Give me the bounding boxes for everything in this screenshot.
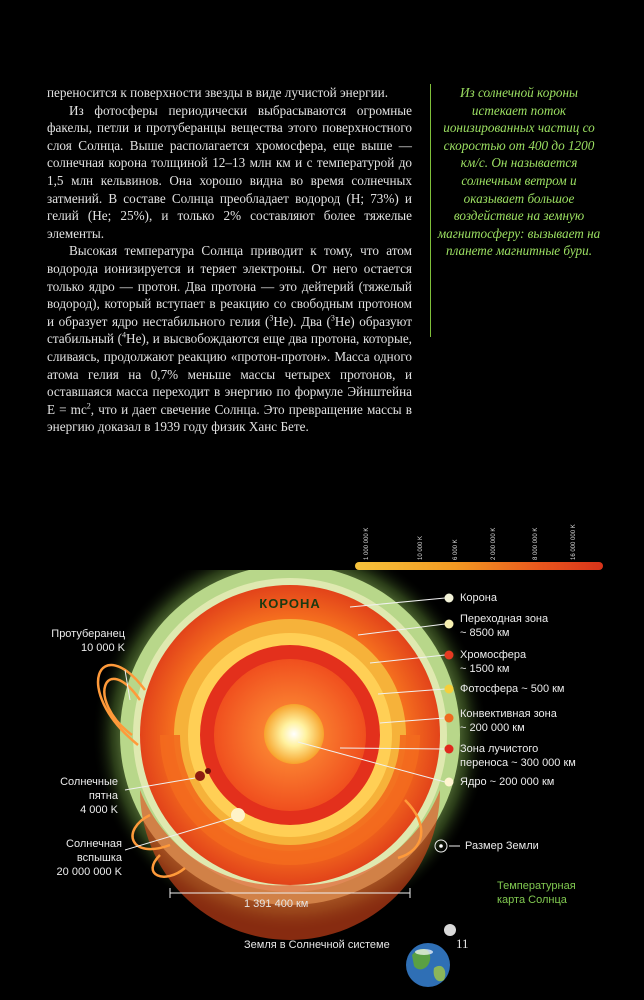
label-prominence: Протуберанец 10 000 K bbox=[51, 628, 125, 654]
main-text-column bbox=[47, 84, 412, 436]
label-chromosphere: Хромосфера ~ 1500 км bbox=[460, 649, 527, 675]
superscript-3a: 3 bbox=[269, 313, 274, 323]
label-convective-zone: Конвективная зона ~ 200 000 км bbox=[460, 708, 557, 734]
superscript-2: 2 bbox=[86, 401, 91, 411]
label-sunspots: Солнечные пятна 4 000 K bbox=[60, 776, 118, 816]
scale-tick-6-label: 16 000 000 K bbox=[571, 524, 577, 560]
sun-sphere bbox=[92, 570, 488, 940]
earth-size-dot bbox=[439, 844, 443, 848]
paragraph-3-part-d: He), и высвобождаются еще два протона, которые, сливаясь, продолжают реакцию «протон-протон». Масса одного атома гелия на 0,7% меньше массы четырех протонов, и оставшаяся масса переходит в энергию по формуле Эйнштейна E = mc bbox=[47, 331, 412, 417]
label-earth-size: Размер Земли bbox=[465, 840, 539, 852]
label-radiative-zone: Зона лучистого переноса ~ 300 000 км bbox=[460, 743, 576, 769]
label-solar-flare: Солнечная вспышка 20 000 000 K bbox=[56, 838, 122, 878]
sidebar-text: Из солнечной короны истекает поток ионизированных частиц со скоростью от 400 до 1200 км/с. Он называется солнечным ветром и оказывает большое воздействие на земную магнитосферу: вызывает на планете магнитные бури. bbox=[437, 85, 601, 259]
scale-tick-1 bbox=[364, 510, 382, 560]
earth-icon bbox=[406, 924, 456, 987]
paragraph-3 bbox=[47, 242, 412, 436]
label-diameter: 1 391 400 км bbox=[244, 898, 309, 910]
superscript-3b: 3 bbox=[330, 313, 335, 323]
scale-tick-5 bbox=[533, 510, 551, 560]
temperature-gradient-bar bbox=[355, 562, 603, 570]
scale-tick-3-label: 6 000 K bbox=[453, 539, 459, 560]
paragraph-3-part-b: He). Два ( bbox=[273, 313, 331, 329]
sun-core bbox=[264, 704, 324, 764]
sunspot bbox=[195, 771, 205, 781]
label-core: Ядро ~ 200 000 км bbox=[460, 776, 555, 788]
legend-dot-transition bbox=[445, 620, 454, 629]
paragraph-3-part-e: , что и дает свечение Солнца. Это превращение массы в энергию доказал в 1939 году физик Ханс Бете. bbox=[47, 401, 412, 435]
legend-dot-photosphere bbox=[445, 685, 454, 694]
label-corona: Корона bbox=[460, 592, 497, 604]
legend-dot-core bbox=[445, 778, 454, 787]
legend-dot-corona bbox=[445, 594, 454, 603]
scale-tick-2-label: 10 000 K bbox=[418, 535, 424, 560]
scale-tick-3 bbox=[453, 510, 471, 560]
legend-dot-radiative bbox=[445, 745, 454, 754]
corona-word: КОРОНА bbox=[259, 596, 321, 611]
earth-cloud bbox=[415, 949, 433, 955]
scale-tick-6 bbox=[571, 510, 589, 560]
scale-tick-1-label: 1 000 000 K bbox=[364, 527, 370, 560]
temperature-map-caption: Температурная карта Солнца bbox=[497, 880, 576, 906]
solar-flare-spot bbox=[231, 808, 245, 822]
paragraph-2: Из фотосферы периодически выбрасываются огромные факелы, петли и протуберанцы вещества этого поверхностного слоя Солнца. Выше располагается хромосфера, еще выше — солнечная корона толщиной 12–13 млн км и с температурой до 1,5 млн кельвинов. Она хорошо видна во время солнечных затмений. В составе Солнца преобладает водород (H; 73%) и гелий (He; 25%), и только 2% составляют более тяжелые элементы. bbox=[47, 102, 412, 241]
paragraph-3-part-a: Высокая температура Солнца приводит к тому, что атом водорода ионизируется и теряет электроны. От него остается только ядро — протон. Два протона — это дейтерий (тяжелый водород), который вступает в реакцию со свободным протоном и образует ядро нестабильного гелия ( bbox=[47, 243, 412, 329]
sidebar-quote bbox=[430, 84, 601, 337]
page-number: 11 bbox=[456, 936, 469, 951]
footer-caption: Земля в Солнечной системе bbox=[244, 939, 390, 951]
sunspot-small bbox=[205, 768, 211, 774]
paragraph-3-part-c: He) образуют стабильный ( bbox=[47, 313, 412, 347]
moon bbox=[444, 924, 456, 936]
temperature-scale bbox=[355, 518, 603, 570]
scale-tick-2 bbox=[418, 510, 436, 560]
label-transition-zone: Переходная зона ~ 8500 км bbox=[460, 613, 549, 639]
scale-tick-5-label: 8 000 000 K bbox=[533, 527, 539, 560]
paragraph-1: переносится к поверхности звезды в виде лучистой энергии. bbox=[47, 85, 389, 100]
legend-dot-chromosphere bbox=[445, 651, 454, 660]
scale-tick-4 bbox=[491, 510, 509, 560]
superscript-4: 4 bbox=[122, 330, 127, 340]
label-photosphere: Фотосфера ~ 500 км bbox=[460, 683, 565, 695]
legend-dot-convective bbox=[445, 714, 454, 723]
scale-tick-4-label: 2 000 000 K bbox=[491, 527, 497, 560]
